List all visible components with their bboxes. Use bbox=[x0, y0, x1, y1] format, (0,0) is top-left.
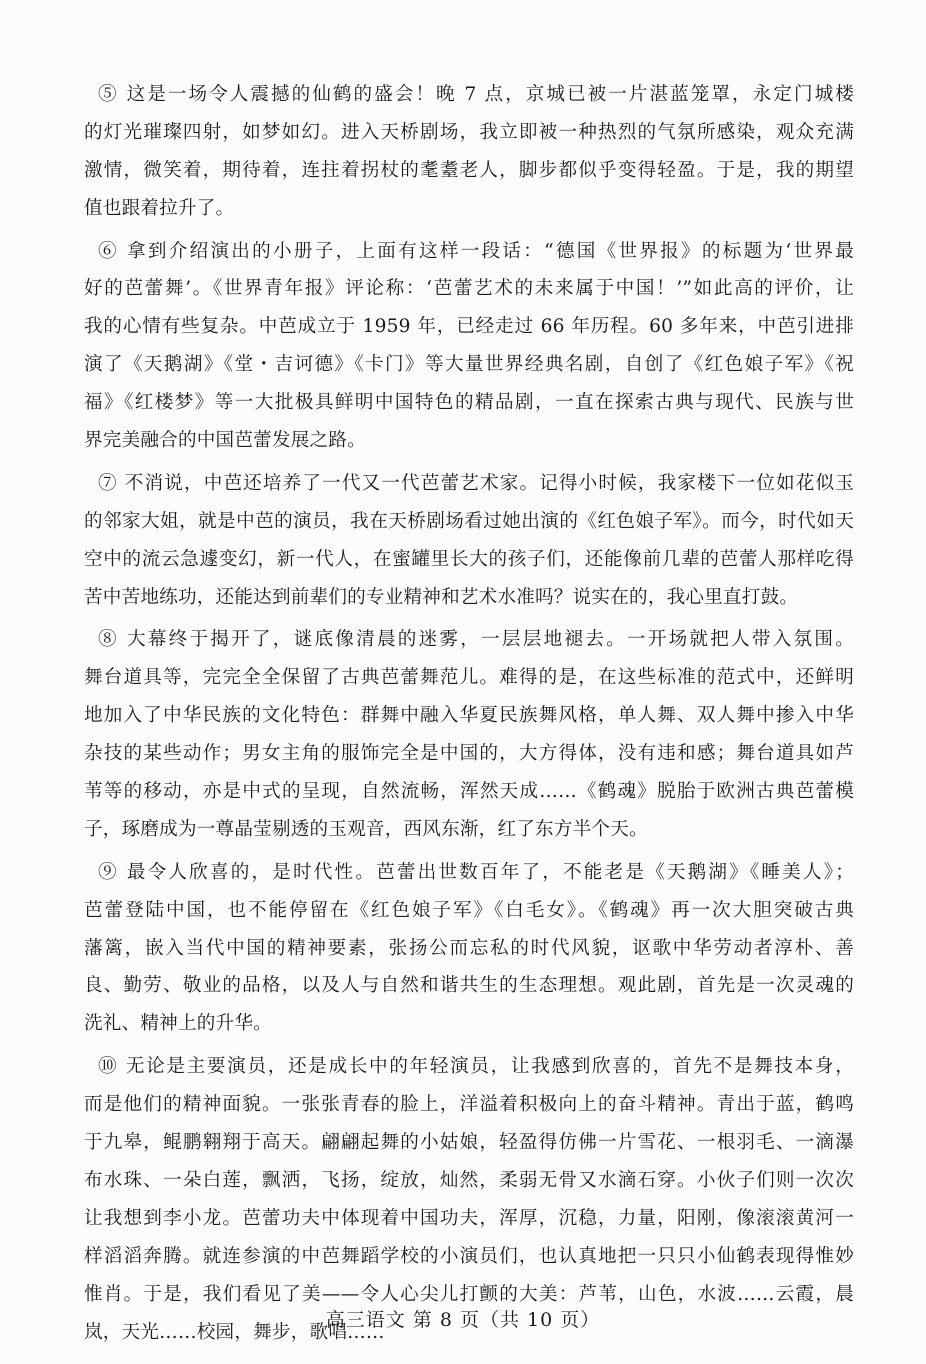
paragraph bbox=[84, 233, 854, 460]
paragraph bbox=[84, 854, 854, 1043]
paragraph-line: 布水珠、一朵白莲，飘洒，飞扬，绽放，灿然，柔弱无骨又水滴石穿。小伙子们则一次次 bbox=[84, 1169, 854, 1191]
paragraph-line: 苇等的移动，亦是中式的呈现，自然流畅，浑然天成……《鹤魂》脱胎于欧洲古典芭蕾模 bbox=[84, 781, 854, 803]
paragraph bbox=[84, 76, 854, 228]
article-body bbox=[84, 76, 854, 1356]
paragraph-line: ⑦ 不消说，中芭还培养了一代又一代芭蕾艺术家。记得小时候，我家楼下一位如花似玉 bbox=[98, 472, 854, 494]
paragraph-line: ⑨ 最令人欣喜的，是时代性。芭蕾出世数百年了，不能老是《天鹅湖》《睡美人》； bbox=[98, 861, 854, 883]
paragraph-line: 惟肖。于是，我们看见了美——令人心尖儿打颤的大美：芦苇，山色，水波……云霞，晨 bbox=[84, 1283, 854, 1305]
paragraph-line: 的邻家大姐，就是中芭的演员，我在天桥剧场看过她出演的《红色娘子军》。而今，时代如天 bbox=[84, 510, 854, 532]
paragraph-line: ⑧ 大幕终于揭开了，谜底像清晨的迷雾，一层层地褪去。一开场就把人带入氛围。 bbox=[98, 629, 854, 651]
paragraph-line: 空中的流云急遽变幻，新一代人，在蜜罐里长大的孩子们，还能像前几辈的芭蕾人那样吃得 bbox=[84, 548, 854, 570]
paragraph-line: 于九皋，鲲鹏翱翔于高天。翩翩起舞的小姑娘，轻盈得仿佛一片雪花、一根羽毛、一滴瀑 bbox=[84, 1132, 854, 1154]
paragraph-line: 让我想到李小龙。芭蕾功夫中体现着中国功夫，浑厚，沉稳，力量，阳刚，像滚滚黄河一 bbox=[84, 1207, 854, 1229]
paragraph-line: 良、勤劳、敬业的品格，以及人与自然和谐共生的生态理想。观此剧，首先是一次灵魂的 bbox=[84, 975, 854, 997]
paragraph-line: 福》《红楼梦》等一大批极具鲜明中国特色的精品剧，一直在探索古典与现代、民族与世 bbox=[84, 392, 854, 414]
paragraph-line: 值也跟着拉升了。 bbox=[84, 197, 235, 219]
page-footer: 高三语文 第 8 页（共 10 页） bbox=[325, 1309, 601, 1331]
paragraph-line: 地加入了中华民族的文化特色：群舞中融入华夏民族舞风格，单人舞、双人舞中掺入中华 bbox=[84, 705, 854, 727]
paragraph-line: 好的芭蕾舞’。《世界青年报》评论称：‘芭蕾艺术的未来属于中国！’”如此高的评价，让 bbox=[84, 278, 854, 300]
paragraph-line: 我的心情有些复杂。中芭成立于 1959 年，已经走过 66 年历程。60 多年来，中芭引进排 bbox=[84, 316, 854, 338]
paragraph-line: 界完美融合的中国芭蕾发展之路。 bbox=[84, 430, 366, 452]
paragraph-line: 样滔滔奔腾。就连参演的中芭舞蹈学校的小演员们，也认真地把一只只小仙鹤表现得惟妙 bbox=[84, 1245, 854, 1267]
paragraph-line: ⑤ 这是一场令人震撼的仙鹤的盛会！晚 7 点，京城已被一片湛蓝笼罩，永定门城楼 bbox=[98, 84, 854, 105]
paragraph-line: 子，琢磨成为一尊晶莹剔透的玉观音，西风东渐，红了东方半个天。 bbox=[84, 818, 648, 840]
paragraph-line: 而是他们的精神面貌。一张张青春的脸上，洋溢着积极向上的奋斗精神。青出于蓝，鹤鸣 bbox=[84, 1094, 854, 1116]
paragraph bbox=[84, 465, 854, 617]
paragraph-line: 芭蕾登陆中国，也不能停留在《红色娘子军》《白毛女》。《鹤魂》再一次大胆突破古典 bbox=[84, 899, 854, 921]
paragraph-line: 洗礼、精神上的升华。 bbox=[84, 1013, 272, 1035]
paragraph-line: ⑩ 无论是主要演员，还是成长中的年轻演员，让我感到欣喜的，首先不是舞技本身， bbox=[98, 1056, 854, 1078]
paragraph-line: 的灯光璀璨四射，如梦如幻。进入天桥剧场，我立即被一种热烈的气氛所感染，观众充满 bbox=[84, 121, 854, 143]
paragraph-line: 藩篱，嵌入当代中国的精神要素，张扬公而忘私的时代风貌，讴歌中华劳动者淳朴、善 bbox=[84, 937, 854, 959]
paragraph-line: ⑥ 拿到介绍演出的小册子，上面有这样一段话：“德国《世界报》的标题为‘世界最 bbox=[98, 240, 854, 262]
paragraph-line: 演了《天鹅湖》《堂・吉诃德》《卡门》等大量世界经典名剧，自创了《红色娘子军》《祝 bbox=[84, 354, 854, 376]
paragraph-line: 杂技的某些动作；男女主角的服饰完全是中国的，大方得体，没有违和感；舞台道具如芦 bbox=[84, 743, 854, 765]
paragraph-line: 激情，微笑着，期待着，连拄着拐杖的耄耋老人，脚步都似乎变得轻盈。于是，我的期望 bbox=[84, 159, 854, 181]
paragraph-line: 苦中苦地练功，还能达到前辈们的专业精神和艺术水准吗？说实在的，我心里直打鼓。 bbox=[84, 586, 799, 608]
paragraph-line: 岚，天光……校园，舞步，歌唱…… bbox=[84, 1321, 385, 1343]
paragraph-line: 舞台道具等，完完全全保留了古典芭蕾舞范儿。难得的是，在这些标准的范式中，还鲜明 bbox=[84, 667, 854, 689]
paragraph bbox=[84, 621, 854, 848]
